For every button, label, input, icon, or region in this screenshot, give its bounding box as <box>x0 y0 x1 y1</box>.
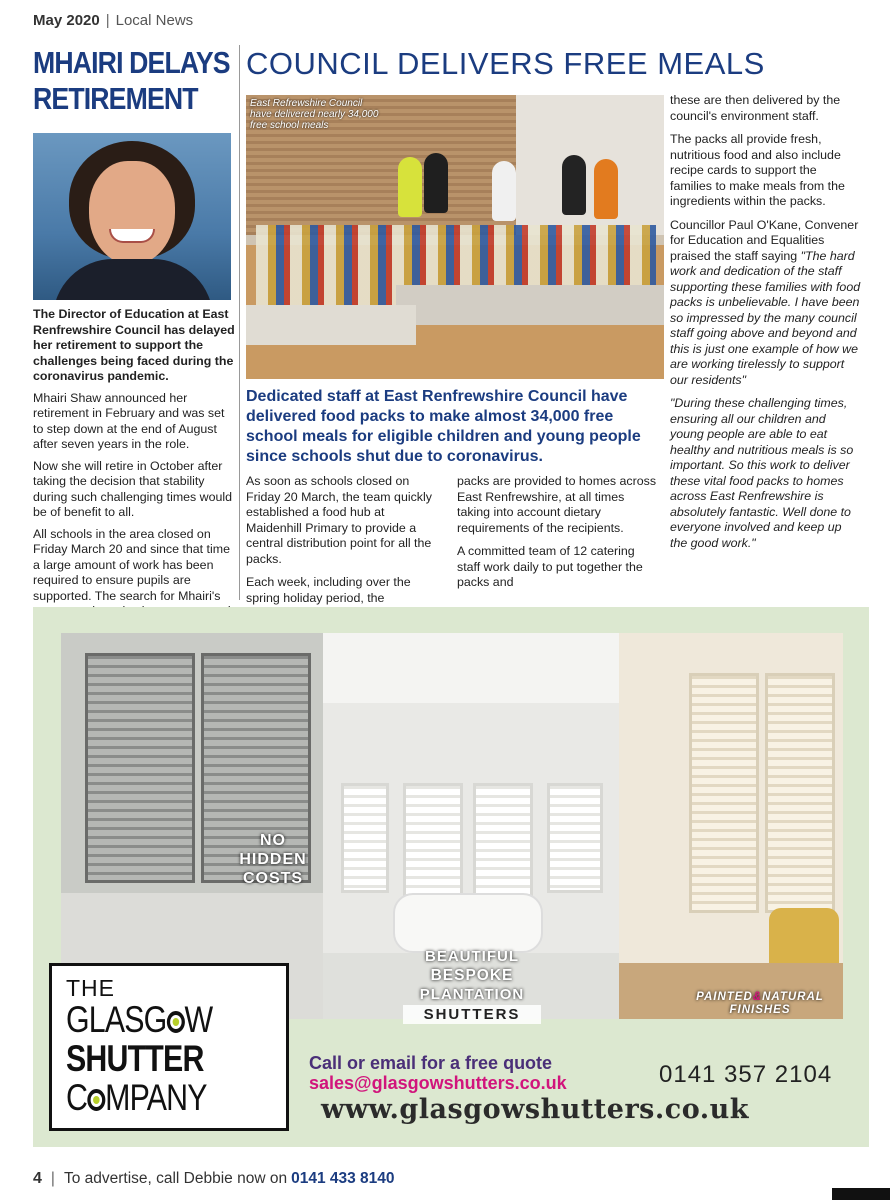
councillor-quote: "The hard work and dedication of the staff supporting these families with food packs is unbelievable. I have been so impressed by the many council staff going above and beyond and this is just one example of how we are working tirelessly to support our residents" <box>670 248 861 387</box>
page-header <box>33 12 193 29</box>
quote-intro: Councillor Paul O'Kane, Convener for Education and Equalities praised the staff saying <box>670 217 859 263</box>
story-paragraph: these are then delivered by the council's environment staff. <box>670 93 841 123</box>
column-divider <box>239 45 240 600</box>
main-story-title: COUNCIL DELIVERS FREE MEALS <box>246 46 765 81</box>
bespoke-line: BESPOKE <box>430 967 514 984</box>
section-name: Local News <box>115 12 194 29</box>
food-hub-photo <box>246 95 664 379</box>
story-paragraph: As soon as schools closed on Friday 20 March, the team quickly established a food hub at Maidenhill Primary to provide a central distribution point for all the packs. <box>246 474 432 566</box>
left-story-paragraph: Mhairi Shaw announced her retirement in February and was set to step down at the end of August after seven years in the role. <box>33 390 225 451</box>
bespoke-line: PLANTATION <box>419 986 525 1003</box>
issue-date: May 2020 <box>33 12 100 29</box>
story-paragraph: packs are provided to homes across East Renfrewshire, at all times taking into account dietary requirements of the recipients. <box>457 474 657 535</box>
footer-separator: | <box>50 1170 55 1187</box>
left-story <box>33 45 235 603</box>
story-column-1 <box>246 474 441 614</box>
grey-shutters-photo <box>61 633 323 1019</box>
cream-shutters-photo <box>619 633 843 1019</box>
story-paragraph: The packs all provide fresh, nutritious food and also include recipe cards to support the families to make meals from the ingredients within the packs. <box>670 132 845 208</box>
painted-natural-label <box>685 991 835 1017</box>
left-story-paragraph: All schools in the area closed on Friday March 20 and since that time a large amount of work has been required to ensure pupils are supported. The search for Mhairi's <box>33 526 230 603</box>
shutter-advert <box>33 607 869 1147</box>
no-hidden-line: COSTS <box>242 870 304 887</box>
advert-website-link[interactable]: www.glasgowshutters.co.uk <box>321 1094 749 1125</box>
logo-glasgow: GLASG W <box>66 999 213 1040</box>
header-separator: | <box>105 12 110 29</box>
advert-email-link[interactable]: sales@glasgowshutters.co.uk <box>309 1073 567 1093</box>
story-column-3 <box>670 93 862 559</box>
logo-dot-icon <box>166 1011 184 1033</box>
story-paragraph: Each week, including over the spring holiday period, the <box>246 575 411 605</box>
story-column-2 <box>457 474 657 599</box>
footer-phone: 0141 433 8140 <box>291 1170 395 1187</box>
left-story-lead: The Director of Education at East Renfrewshire Council has delayed her retirement to support the challenges being faced during the coronavirus pandemic. <box>33 307 235 383</box>
left-story-paragraph: Now she will retire in October after taking the decision that stability during such challenging times would be of benefit to all. <box>33 458 233 519</box>
bespoke-shutters-label <box>397 947 547 1024</box>
left-story-body <box>33 307 238 626</box>
portrait-photo <box>33 133 231 300</box>
photo-caption: East Refrewshire Council have delivered nearly 34,000 free school meals <box>250 98 379 131</box>
ampersand: & <box>752 991 763 1003</box>
no-hidden-costs-label <box>213 831 333 888</box>
advert-phone: 0141 357 2104 <box>659 1061 833 1088</box>
closing-quote: "During these challenging times, ensuring all our children and young people are able to eat healthy and nutritious meals is so important. So this work to deliver these vital food packs to homes across East Renfrewshire is absolutely fantastic. Well done to everyone involved and keep up the good work." <box>670 396 854 550</box>
story-paragraph: A committed team of 12 catering staff work daily to put together the packs and <box>457 544 643 589</box>
footer-text: To advertise, call Debbie now on <box>63 1170 288 1187</box>
story-paragraph <box>670 218 862 389</box>
quote-call-to-action: Call or email for a free quote <box>309 1053 553 1073</box>
finishes-word: FINISHES <box>729 1004 791 1016</box>
bespoke-line: SHUTTERS <box>403 1005 541 1024</box>
logo-shutter: SHUTTER <box>66 1038 204 1079</box>
page-footer <box>33 1170 395 1188</box>
logo-company: C MPANY <box>66 1077 207 1118</box>
left-story-title: MHAIRI DELAYS RETIREMENT <box>33 45 230 116</box>
story-headline: Dedicated staff at East Renfrewshire Council have delivered food packs to make almost 34,000 free school meals for eligible children and young people since schools shut due to coronavirus. <box>246 388 641 465</box>
corner-mark <box>832 1188 890 1200</box>
bespoke-line: BEAUTIFUL <box>425 948 519 965</box>
logo-the: THE <box>66 975 115 1001</box>
page-number: 4 <box>33 1170 42 1187</box>
painted-word: PAINTED <box>696 991 753 1003</box>
logo-dot-icon <box>87 1089 105 1111</box>
no-hidden-line: HIDDEN <box>239 851 307 868</box>
natural-word: NATURAL <box>762 991 824 1003</box>
glasgow-shutter-company-logo <box>49 963 289 1131</box>
no-hidden-line: NO <box>260 832 286 849</box>
